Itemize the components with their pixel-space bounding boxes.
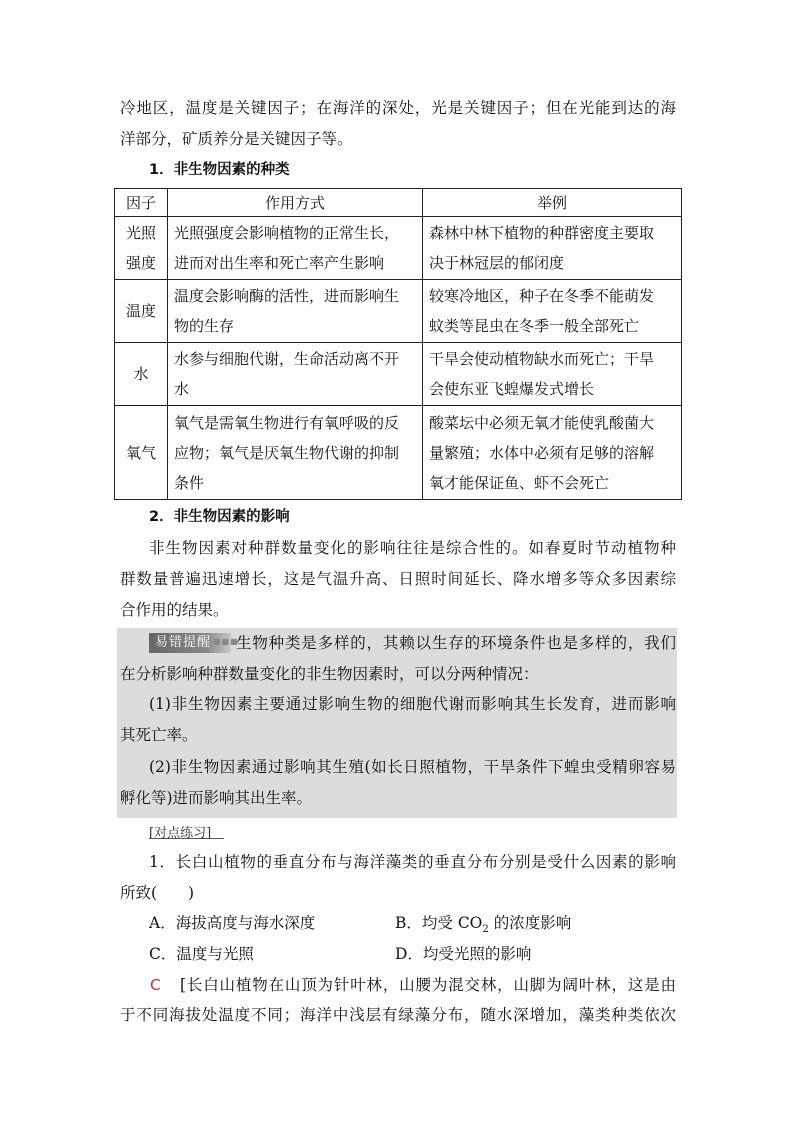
explanation-line-1: [长白山植物在山顶为针叶林，山腰为混交林，山脚为阔叶林，这是由 (180, 976, 676, 994)
question-line-2: 所致( ) (120, 884, 195, 902)
example-cell: 较寒冷地区，种子在冬季不能萌发 蚊类等昆虫在冬季一般全部死亡 (423, 280, 682, 343)
question-line-1: 1．长白山植物的垂直分布与海洋藻类的垂直分布分别是受什么因素的影响 (149, 853, 676, 871)
explanation-line-2: 于不同海拔处温度不同；海洋中浅层有绿藻分布，随水深增加，藻类种类依次 (120, 1006, 676, 1024)
exercise-tag-underline (149, 838, 224, 839)
tip-line-1: 生物种类是多样的，其赖以生存的环境条件也是多样的，我们 (236, 634, 676, 652)
table-header-row (115, 189, 682, 217)
section-2-line-2: 群数量普遍迅速增长，这是气温升高、日照时间延长、降水增多等众多因素综 (120, 570, 676, 588)
tip-point-1-line-2: 其死亡率。 (120, 726, 198, 744)
table-row (115, 280, 682, 343)
tip-point-2-line-1: (2)非生物因素通过影响其生殖(如长日照植物，干旱条件下蝗虫受精卵容易 (149, 758, 676, 776)
option-a: A．海拔高度与海水深度 (149, 914, 316, 932)
intro-line-2: 洋部分，矿质养分是关键因子等。 (120, 130, 353, 148)
option-d: D．均受光照的影响 (395, 945, 532, 963)
abiotic-factors-table (114, 188, 682, 500)
section-2-line-3: 合作用的结果。 (120, 601, 229, 619)
option-b: B．均受 $CO_2$ 的浓度影响 (395, 914, 572, 936)
example-cell: 森林中林下植物的种群密度主要取 决于林冠层的郁闭度 (423, 217, 682, 280)
tip-point-2-line-2: 孵化等)进而影响其出生率。 (120, 789, 313, 807)
table-row (115, 343, 682, 406)
exercise-tag: [对点练习] (149, 826, 212, 841)
effect-cell: 氧气是需氧生物进行有氧呼吸的反 应物；氧气是厌氧生物代谢的抑制 条件 (168, 406, 423, 500)
table-header-factor: 因子 (115, 189, 168, 217)
exercise-tag-label: 对点练习 (154, 826, 207, 841)
table-header-effect: 作用方式 (168, 189, 423, 217)
tip-badge: 易错提醒 (149, 633, 231, 653)
factor-cell: 光照 强度 (115, 217, 168, 280)
intro-line-1: 冷地区，温度是关键因子；在海洋的深处，光是关键因子；但在光能到达的海 (120, 99, 676, 117)
option-c: C．温度与光照 (149, 945, 254, 963)
factor-cell: 水 (115, 343, 168, 406)
table-row (115, 217, 682, 280)
table-row (115, 406, 682, 500)
table-header-example: 举例 (423, 189, 682, 217)
answer-letter: C (150, 976, 161, 994)
section-2-heading: 2．非生物因素的影响 (149, 509, 290, 525)
example-cell: 干旱会使动植物缺水而死亡；干旱 会使东亚飞蝗爆发式增长 (423, 343, 682, 406)
section-2-line-1: 非生物因素对种群数量变化的影响往往是综合性的。如春夏时节动植物种 (149, 539, 676, 557)
effect-cell: 温度会影响酶的活性，进而影响生 物的生存 (168, 280, 423, 343)
tip-point-1-line-1: (1)非生物因素主要通过影响生物的细胞代谢而影响其生长发育，进而影响 (149, 695, 676, 713)
factor-cell: 温度 (115, 280, 168, 343)
effect-cell: 光照强度会影响植物的正常生长， 进而对出生率和死亡率产生影响 (168, 217, 423, 280)
section-1-heading: 1．非生物因素的种类 (149, 162, 290, 178)
example-cell: 酸菜坛中必须无氧才能使乳酸菌大 量繁殖；水体中必须有足够的溶解 氧才能保证鱼、虾不会死亡 (423, 406, 682, 500)
factor-cell: 氧气 (115, 406, 168, 500)
tip-line-2: 在分析影响种群数量变化的非生物因素时，可以分两种情况： (120, 665, 539, 683)
effect-cell: 水参与细胞代谢，生命活动离不开 水 (168, 343, 423, 406)
badge-dots-icon: ■■■ (213, 637, 239, 646)
